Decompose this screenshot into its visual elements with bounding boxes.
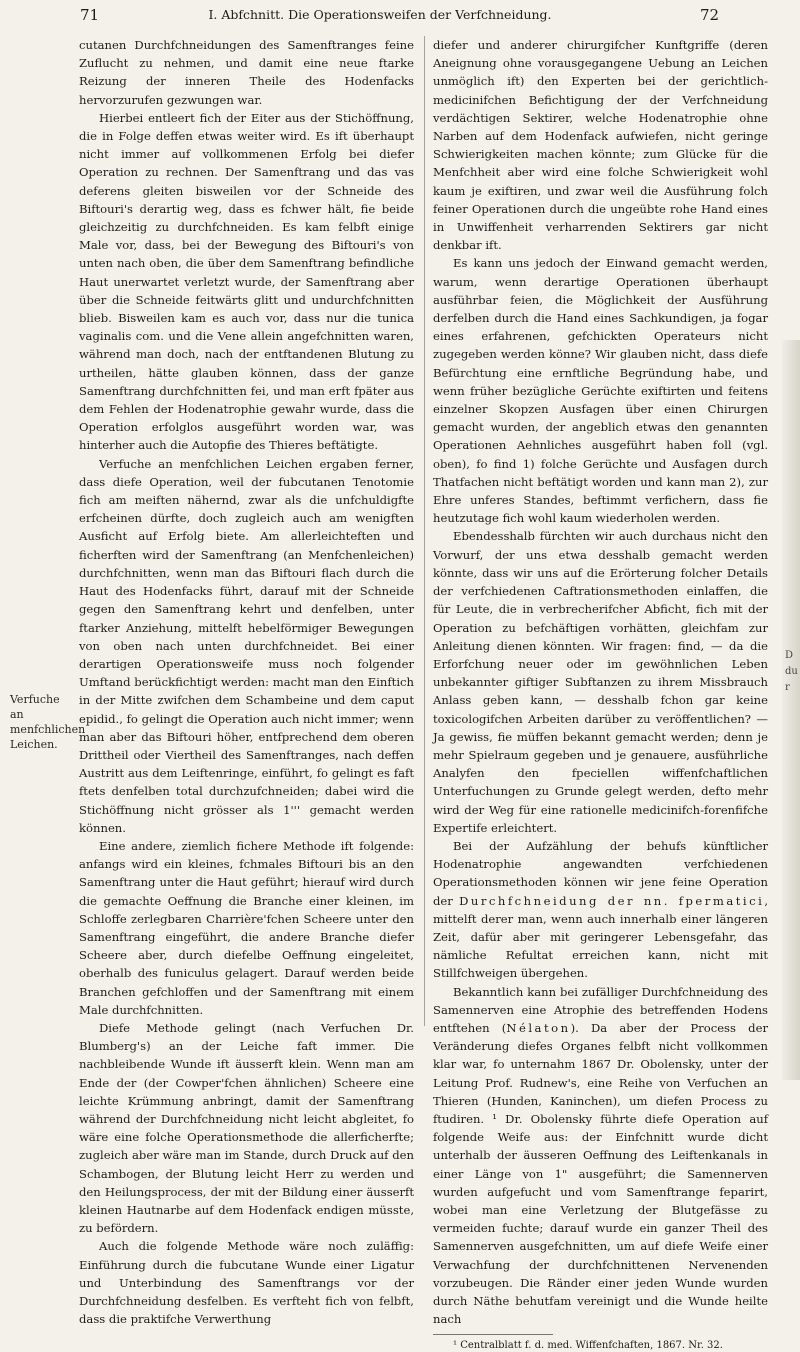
footnote: ¹ Centralblatt f. d. med. Wiffenfchaften, 1867. Nr. 32. xyxy=(453,1340,723,1352)
facing-page-edge xyxy=(782,340,800,1080)
paragraph: Hierbei entleert fich der Eiter aus der Stichöffnung, die in Folge deffen etwas weiter wird. Es ift überhaupt nicht immer auf vollkommenen Erfolg bei diefer Operation zu rechnen. Der Samenftrang und das vas deferens gleiten bisweilen vor der Schneide des Biftouri's derartig weg, dass es fchwer hält, fie beide gleichzeitig zu durchfchneiden. Es kam felbft einige Male vor, dass, bei der Bewegung des Biftouri's von unten nach oben, die über dem Samenftrang befindliche Haut unerwartet verletzt wurde, der Samenftrang aber über die Schneide feitwärts glitt und undurchfchnitten blieb. Bisweilen kam es auch vor, dass nur die tunica vaginalis com. und die Vene allein angefchnitten waren, während man doch, nach der entftandenen Blutung zu urtheilen, hätte glauben können, dass der ganze Samenftrang durchfchnitten fei, und man erft fpäter aus dem Fehlen der Hodenatrophie gewahr wurde, dass die Operation erfolglos ausgeführt worden war, was hinterher auch die Autopfie des Thieres beftätigte. xyxy=(79,110,414,453)
page-number-right: 72 xyxy=(700,6,720,24)
paragraph xyxy=(433,983,768,1329)
spaced-term: Nélaton xyxy=(506,1020,571,1035)
paragraph: Ebendesshalb fürchten wir auch durchaus nicht den Vorwurf, der uns etwa desshalb gemacht werden könnte, dass wir uns auf die Erörterung folcher Details der verfchiedenen Caftrationsmethoden einlaffen, die für Leute, die in verbrecherifcher Abficht, fich mit der Operation zu befchäftigen vorhätten, gleichfam zur Anleitung dienen könnten. Wir fragen: find, — da die Erforfchung neuer oder im gewöhnlichen Leben unbekannter giftiger Subftanzen zu ihrem Missbrauch Anlass geben kann, — desshalb fchon gar keine toxicologifchen Arbeiten darüber zu veröffentlichen? — Ja gewiss, fie müffen bekannt gemacht werden; denn je mehr Spielraum gegeben und je genauere, ausführliche Analyfen den fpeciellen wiffenfchaftlichen Unterfuchungen zu Grunde gelegt werden, defto mehr wird der Weg für eine rationelle medicinifch-forenfifche Expertife erleichtert. xyxy=(433,529,768,835)
footnote-rule xyxy=(433,1334,553,1335)
margin-note: Verfuche an menfchlichen Leichen. xyxy=(10,693,86,751)
paragraph: Eine andere, ziemlich fichere Methode ift folgende: anfangs wird ein kleines, fchmales Biftouri bis an den Samenftrang unter die Haut geführt; hierauf wird durch die gemachte Oeffnung die Branche einer kleinen, im Schloffe zerlegbaren Charrière'fchen Scheere unter den Samenftrang eingeführt, die andere Branche diefer Scheere aber, durch diefelbe Oeffnung eingeleitet, oberhalb des funiculus gelagert. Darauf werden beide Branchen gefchloffen und der Samenftrang mit einem Male durchfchnitten. xyxy=(79,838,414,1017)
text-run: Bekanntlich kann bei zufälliger Durchfchneidung des Samennerven eine Atrophie des betreffenden Hodens entftehen ( xyxy=(433,984,768,1035)
paragraph: Diefe Methode gelingt (nach Verfuchen Dr. Blumberg's) an der Leiche faft immer. Die nachbleibende Wunde ift äusserft klein. Wenn man am Ende der (der Cowper'fchen ähnlichen) Scheere eine leichte Krümmung anbringt, damit der Samenftrang während der Durchfchneidung nicht leicht abgleitet, fo wäre eine folche Operationsmethode die allerficherfte; zugleich aber wäre man im Stande, durch Druck auf den Schambogen, der Blutung leicht Herr zu werden und den Heilungsprocess, der mit der Bildung einer äusserft kleinen Hautnarbe auf dem Hodenfack endigen müsste, zu befördern. xyxy=(79,1020,414,1236)
right-column xyxy=(433,36,768,1352)
bleed-letter: D xyxy=(785,650,794,661)
paragraph: cutanen Durchfchneidungen des Samenftranges feine Zuflucht zu nehmen, und damit eine neue ftarke Reizung der inneren Theile des Hodenfacks hervorzurufen gezwungen war. xyxy=(79,38,414,107)
spaced-term: Durchfchneidung der nn. fpermatici xyxy=(459,893,765,908)
paragraph: Verfuche an menfchlichen Leichen ergaben ferner, dass diefe Operation, weil der fubcutanen Tenotomie fich am meiften nähernd, zwar als die unfchuldigfte erfcheinen dürfte, doch zugleich auch am wenigften Ausficht auf Erfolg biete. Am allerleichteften und ficherften wird der Samenftrang (an Menfchenleichen) durchfchnitten, wenn man das Biftouri flach durch die Haut des Hodenfacks führt, darauf mit der Schneide gegen den Samenftrang kehrt und denfelben, unter ftarker Anziehung, mittelft hebelförmiger Bewegungen von oben nach unten durchfchneidet. Bei einer derartigen Operationsweife muss noch folgender Umftand berückfichtigt werden: macht man den Einftich in der Mitte zwifchen dem Schambeine und dem caput epidid., fo gelingt die Operation auch nicht immer; wenn man aber das Biftouri höher, entfprechend dem oberen Drittheil oder Viertheil des Samenftranges, nach deffen Austritt aus dem Leiftenringe, einführt, fo gelingt es faft ftets denfelben total durchzufchneiden; dabei wird die Stichöffnung nicht grösser als 1''' gemacht werden können. xyxy=(79,456,414,835)
paragraph: Auch die folgende Methode wäre noch zuläffig: Einführung durch die fubcutane Wunde einer Ligatur und Unterbindung des Samenftrangs vor der Durchfchneidung desfelben. Es verfteht fich von felbft, dass die praktifche Verwerthung xyxy=(79,1239,414,1327)
text-run: Bei der Aufzählung der behufs künftlicher Hodenatrophie angewandten verfchiedenen Operationsmethoden können wir jene feine Operation der xyxy=(433,838,768,908)
text-run: , mittelft derer man, wenn auch innerhalb einer längeren Zeit, dafür aber mit geringerer Lebensgefahr, das nämliche Refultat erreichen kann, nicht mit Stillfchweigen übergehen. xyxy=(433,893,768,981)
paragraph: diefer und anderer chirurgifcher Kunftgriffe (deren Aneignung ohne vorausgegangene Uebung an Leichen unmöglich ift) den Experten bei der gerichtlich-medicinifchen Befichtigung der der Verfchneidung verdächtigen Sektirer, welche Hodenatrophie ohne Narben auf dem Hodenfack aufwiefen, nicht geringe Schwierigkeiten machen könnte; zum Glücke für die Menfchheit aber wird eine folche Schwierigkeit wohl kaum je exiftiren, und zwar weil die Ausführung folch feiner Operationen durch die ungeübte rohe Hand eines in Unwiffenheit verharrenden Sektirers gar nicht denkbar ift. xyxy=(433,38,768,253)
running-header xyxy=(0,6,800,28)
paragraph xyxy=(433,837,768,983)
page-number-left: 71 xyxy=(80,6,100,24)
bleed-letter: du xyxy=(785,666,798,677)
running-head: I. Abfchnitt. Die Operationsweifen der Verfchneidung. xyxy=(208,7,552,22)
text-run: ). Da aber der Process der Veränderung diefes Organes felbft nicht vollkommen klar war, fo unternahm 1867 Dr. Obolensky, unter der Leitung Prof. Rudnew's, eine Reihe von Verfuchen an Thieren (Hunden, Kaninchen), um diefen Process zu ftudiren. ¹ Dr. Obolensky führte diefe Operation auf folgende Weife aus: der Einfchnitt wurde dicht unterhalb der äusseren Oeffnung des Leiftenkanals in einer Länge von 1" ausgeführt; die Samennerven wurden aufgefucht und vom Samenftrange feparirt, wobei man eine Verletzung der Blutgefässe zu vermeiden fuchte; darauf wurde ein ganzer Theil des Samennerven ausgefchnitten, um auf diefe Weife einer Verwachfung der durchfchnittenen Nervenenden vorzubeugen. Die Ränder einer jeden Wunde wurden durch Näthe behutfam vereinigt und die Wunde heilte nach xyxy=(433,1020,768,1327)
bleed-letter: r xyxy=(785,682,790,693)
paragraph: Es kann uns jedoch der Einwand gemacht werden, warum, wenn derartige Operationen überhaupt ausführbar feien, die Möglichkeit der Ausführung derfelben durch die Hand eines Sachkundigen, ja fogar eines erfahrenen, gefchickten Operateurs nicht zugegeben werden könne? Wir glauben nicht, dass diefe Befürchtung eine ernftliche Begründung habe, und wenn früher bezügliche Gerüchte exiftirten und feitens einzelner Skopzen Ausfagen über einen Chirurgen gemacht wurden, der angeblich etwas den genannten Operationen Aehnliches ausgeführt haben foll (vgl. oben), fo find 1) folche Gerüchte und Ausfagen durch Thatfachen nicht beftätigt worden und kann man 2), zur Ehre unferes Standes, beftimmt verfichern, dass fie heutzutage fich wohl kaum wiederholen werden. xyxy=(433,256,768,526)
column-divider xyxy=(424,36,425,1026)
left-column xyxy=(79,36,414,1328)
